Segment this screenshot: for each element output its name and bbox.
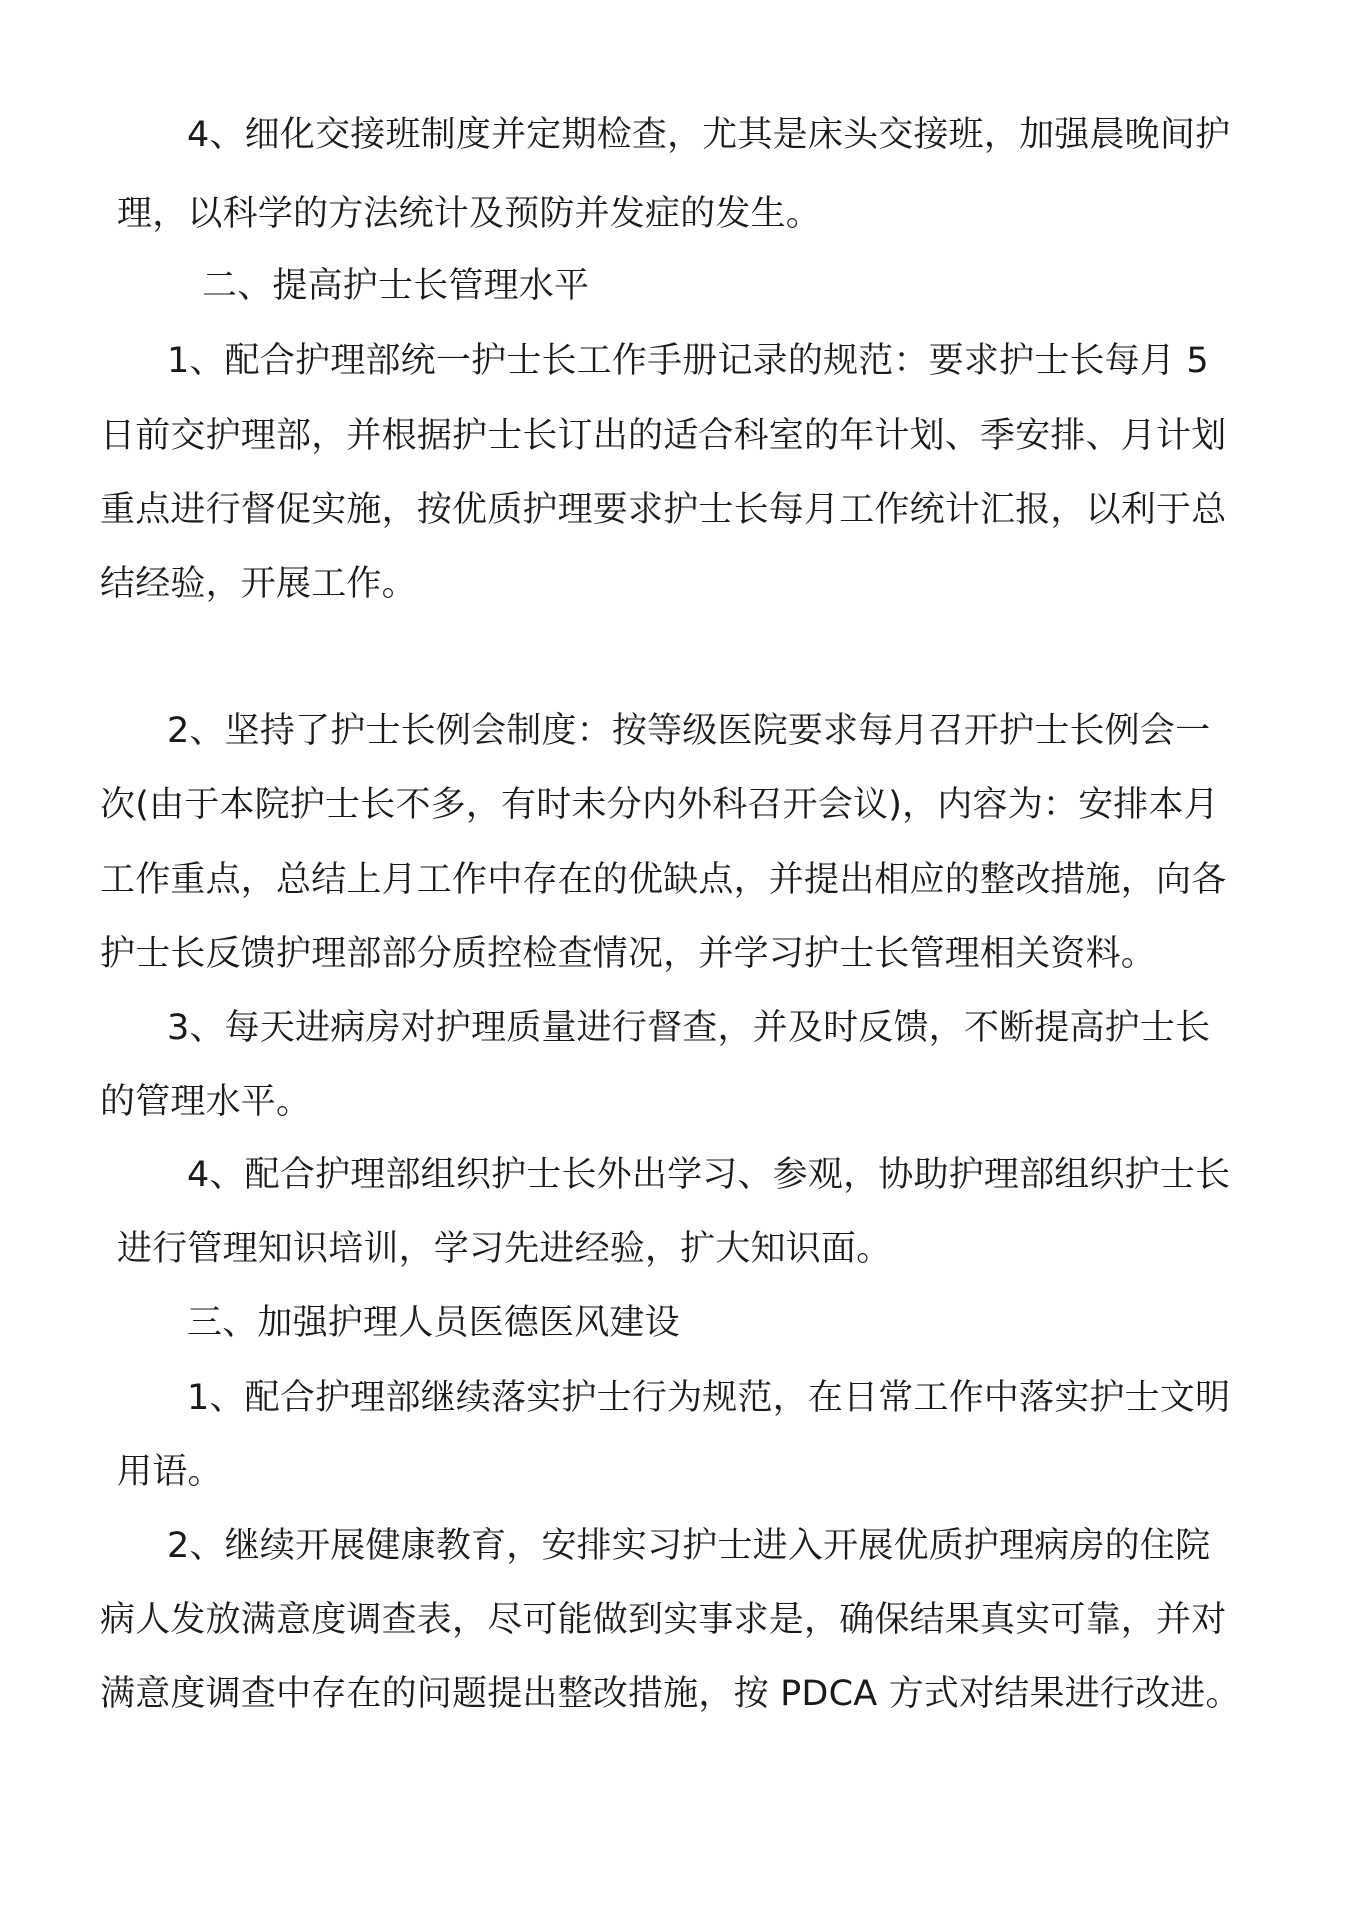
paragraph-line: 进行管理知识培训，学习先进经验，扩大知识面。 bbox=[117, 1229, 892, 1269]
paragraph-line: 日前交护理部，并根据护士长订出的适合科室的年计划、季安排、月计划 bbox=[100, 416, 1227, 456]
paragraph-line: 1、配合护理部继续落实护士行为规范，在日常工作中落实护士文明 bbox=[187, 1378, 1231, 1418]
paragraph-line: 次(由于本院护士长不多，有时未分内外科召开会议)，内容为：安排本月 bbox=[100, 785, 1219, 825]
paragraph-line: 护士长反馈护理部部分质控检查情况，并学习护士长管理相关资料。 bbox=[100, 934, 1157, 974]
section-heading: 二、提高护士长管理水平 bbox=[202, 266, 590, 306]
paragraph-line: 满意度调查中存在的问题提出整改措施，按 PDCA 方式对结果进行改进。 bbox=[100, 1674, 1241, 1714]
paragraph-line: 1、配合护理部统一护士长工作手册记录的规范：要求护士长每月 5 bbox=[167, 341, 1209, 381]
paragraph-line: 3、每天进病房对护理质量进行督查，并及时反馈，不断提高护士长 bbox=[167, 1008, 1211, 1048]
paragraph-line: 重点进行督促实施，按优质护理要求护士长每月工作统计汇报，以利于总 bbox=[100, 490, 1227, 530]
paragraph-line: 的管理水平。 bbox=[100, 1082, 312, 1122]
paragraph-line: 理，以科学的方法统计及预防并发症的发生。 bbox=[117, 194, 822, 234]
paragraph-line: 4、配合护理部组织护士长外出学习、参观，协助护理部组织护士长 bbox=[187, 1155, 1231, 1195]
paragraph-line: 2、继续开展健康教育，安排实习护士进入开展优质护理病房的住院 bbox=[167, 1526, 1211, 1566]
paragraph-line: 用语。 bbox=[117, 1452, 223, 1492]
paragraph-line: 2、坚持了护士长例会制度：按等级医院要求每月召开护士长例会一 bbox=[167, 711, 1211, 751]
section-heading: 三、加强护理人员医德医风建设 bbox=[187, 1303, 680, 1343]
paragraph-line: 结经验，开展工作。 bbox=[100, 564, 417, 604]
paragraph-line: 工作重点，总结上月工作中存在的优缺点，并提出相应的整改措施，向各 bbox=[100, 860, 1227, 900]
paragraph-line: 病人发放满意度调查表，尽可能做到实事求是，确保结果真实可靠，并对 bbox=[100, 1600, 1227, 1640]
paragraph-line: 4、细化交接班制度并定期检查，尤其是床头交接班，加强晨晚间护 bbox=[187, 115, 1231, 155]
